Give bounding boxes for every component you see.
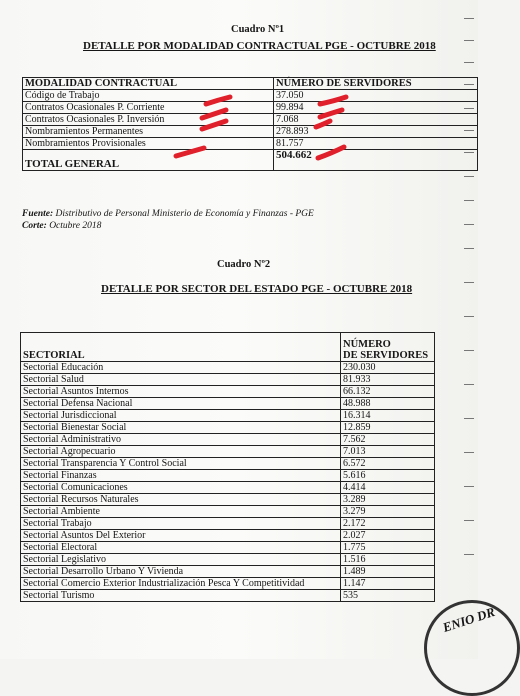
table-row [21, 590, 435, 602]
row-value: 48.988 [341, 398, 435, 410]
table-row [21, 482, 435, 494]
table-row [21, 422, 435, 434]
row-label: Sectorial Turismo [21, 590, 341, 602]
row-label: Contratos Ocasionales P. Corriente [23, 102, 274, 114]
table-row [21, 518, 435, 530]
row-label: Código de Trabajo [23, 90, 274, 102]
row-value: 7.013 [341, 446, 435, 458]
row-value: 7.562 [341, 434, 435, 446]
source-text: Distributivo de Personal Ministerio de Economía y Finanzas - PGE [55, 209, 314, 219]
row-label: Sectorial Transparencia Y Control Social [21, 458, 341, 470]
total-label: TOTAL GENERAL [23, 150, 274, 171]
table-header-row [21, 333, 435, 362]
table-row [21, 530, 435, 542]
table-row [21, 386, 435, 398]
table-row [21, 470, 435, 482]
row-value: 81.757 [274, 138, 478, 150]
total-row [23, 150, 478, 171]
row-value: 81.933 [341, 374, 435, 386]
table-row [21, 458, 435, 470]
row-label: Nombramientos Permanentes [23, 126, 274, 138]
row-value: 278.893 [274, 126, 478, 138]
column-header-sectorial: SECTORIAL [21, 333, 341, 362]
cutoff-note [22, 221, 101, 231]
row-label: Sectorial Bienestar Social [21, 422, 341, 434]
row-value: 1.489 [341, 566, 435, 578]
column-header-numero-line2: DE SERVIDORES [343, 350, 429, 361]
row-value: 7.068 [274, 114, 478, 126]
row-label: Sectorial Comunicaciones [21, 482, 341, 494]
column-header-numero-line1: NÚMERO [343, 339, 391, 350]
row-value: 37.050 [274, 90, 478, 102]
sector-table [20, 332, 435, 602]
table-row [21, 566, 435, 578]
source-note [22, 209, 314, 219]
cuadro1-label: Cuadro Nº1 [231, 24, 285, 35]
row-value: 12.859 [341, 422, 435, 434]
row-value: 3.289 [341, 494, 435, 506]
row-label: Sectorial Asuntos Internos [21, 386, 341, 398]
table-row [21, 410, 435, 422]
table-row [21, 554, 435, 566]
cuadro1-title: DETALLE POR MODALIDAD CONTRACTUAL PGE - OCTUBRE 2018 [83, 40, 436, 52]
row-label: Nombramientos Provisionales [23, 138, 274, 150]
row-label: Sectorial Finanzas [21, 470, 341, 482]
row-label: Sectorial Legislativo [21, 554, 341, 566]
table-row [21, 578, 435, 590]
row-value: 2.172 [341, 518, 435, 530]
row-label: Sectorial Ambiente [21, 506, 341, 518]
row-value: 16.314 [341, 410, 435, 422]
row-value: 66.132 [341, 386, 435, 398]
cutoff-text: Octubre 2018 [49, 221, 102, 231]
row-value: 6.572 [341, 458, 435, 470]
row-label: Sectorial Comercio Exterior Industrialización Pesca Y Competitividad [21, 578, 341, 590]
table-row [23, 102, 478, 114]
row-label: Contratos Ocasionales P. Inversión [23, 114, 274, 126]
table-row [21, 362, 435, 374]
total-value: 504.662 [274, 150, 478, 171]
row-value: 535 [341, 590, 435, 602]
table-row [21, 506, 435, 518]
row-value: 3.279 [341, 506, 435, 518]
row-value: 230.030 [341, 362, 435, 374]
table-row [23, 138, 478, 150]
cuadro2-label: Cuadro Nº2 [217, 259, 271, 270]
row-value: 1.516 [341, 554, 435, 566]
table-row [21, 398, 435, 410]
modalidad-contractual-table [22, 77, 478, 171]
row-label: Sectorial Desarrollo Urbano Y Vivienda [21, 566, 341, 578]
row-label: Sectorial Administrativo [21, 434, 341, 446]
row-label: Sectorial Salud [21, 374, 341, 386]
row-label: Sectorial Recursos Naturales [21, 494, 341, 506]
column-header-numero: NÚMERO DE SERVIDORES [274, 78, 478, 90]
row-value: 4.414 [341, 482, 435, 494]
table-row [23, 90, 478, 102]
row-label: Sectorial Jurisdiccional [21, 410, 341, 422]
row-label: Sectorial Educación [21, 362, 341, 374]
stamp-text: ENIO DR [440, 604, 497, 635]
table-row [21, 494, 435, 506]
row-label: Sectorial Agropecuario [21, 446, 341, 458]
row-value: 5.616 [341, 470, 435, 482]
row-label: Sectorial Asuntos Del Exterior [21, 530, 341, 542]
row-label: Sectorial Electoral [21, 542, 341, 554]
table-row [21, 374, 435, 386]
source-label: Fuente: [22, 209, 54, 219]
table-row [21, 542, 435, 554]
table-row [21, 434, 435, 446]
row-value: 1.147 [341, 578, 435, 590]
row-value: 2.027 [341, 530, 435, 542]
table-row [23, 126, 478, 138]
row-value: 99.894 [274, 102, 478, 114]
row-value: 1.775 [341, 542, 435, 554]
cutoff-label: Corte: [22, 221, 47, 231]
column-header-numero [341, 333, 435, 362]
table-header-row [23, 78, 478, 90]
row-label: Sectorial Defensa Nacional [21, 398, 341, 410]
cuadro2-title: DETALLE POR SECTOR DEL ESTADO PGE - OCTUBRE 2018 [101, 283, 413, 295]
table-row [21, 446, 435, 458]
table-row [23, 114, 478, 126]
column-header-modalidad: MODALIDAD CONTRACTUAL [23, 78, 274, 90]
row-label: Sectorial Trabajo [21, 518, 341, 530]
